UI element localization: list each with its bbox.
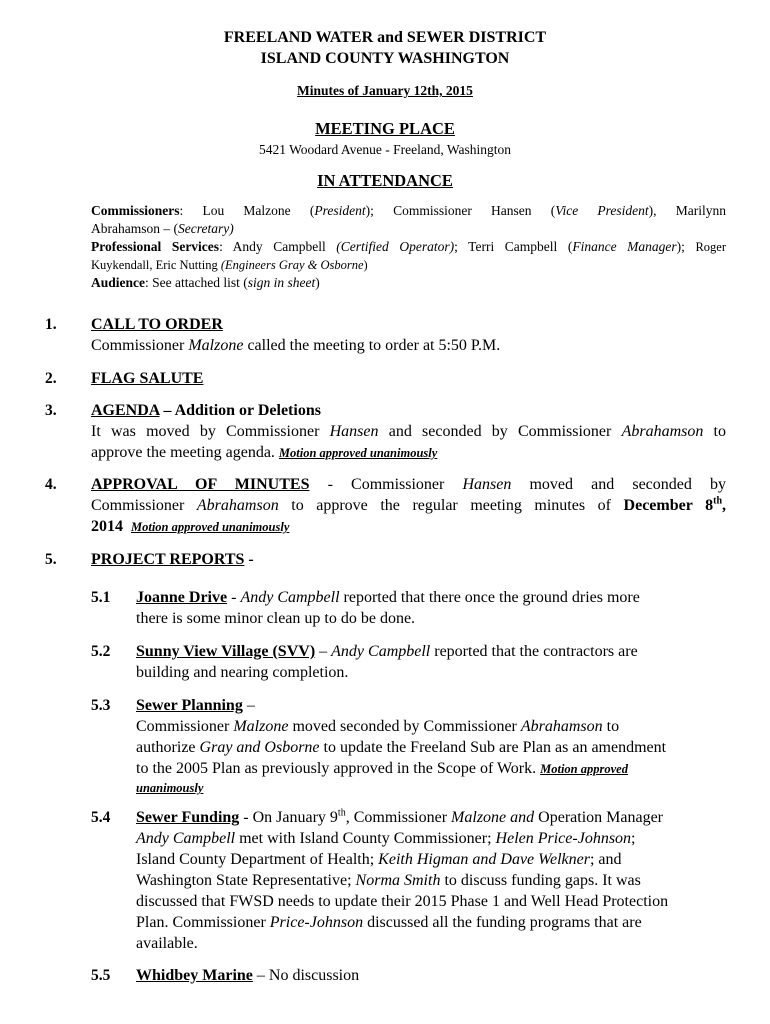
body-text: Plan. Commissioner [136, 914, 270, 931]
agenda-text-line-1 [91, 421, 726, 442]
body-text: – No discussion [252, 967, 360, 984]
district-title: FREELAND WATER and SEWER DISTRICT [223, 29, 547, 46]
body-text: ; [631, 830, 636, 847]
person-name: Hansen [329, 423, 379, 440]
agenda-subtitle: – Addition or Deletions [159, 402, 321, 419]
sunny-view-village-title: Sunny View Village (SVV) [136, 643, 316, 660]
sewer-funding-title: Sewer Funding [136, 809, 240, 826]
body-text: available. [136, 935, 198, 952]
body-text: to [703, 423, 727, 440]
body-text: reported that the contractors are [430, 643, 638, 660]
joanne-drive-line-1 [136, 587, 726, 608]
attendance-heading: IN ATTENDANCE [317, 171, 453, 190]
commissioner-role: Vice President [555, 203, 649, 218]
subitem-number-5-4: 5.4 [91, 809, 111, 826]
subitem-number-5-2: 5.2 [91, 643, 111, 660]
flag-salute-title: FLAG SALUTE [91, 370, 204, 387]
body-text: to discuss funding gaps. It was [440, 872, 641, 889]
call-to-order-text [91, 335, 726, 356]
meeting-address: 5421 Woodard Avenue - Freeland, Washington [258, 142, 512, 157]
joanne-drive-line-2 [136, 608, 726, 629]
person-name: Keith Higman and Dave Welkner [378, 851, 590, 868]
audience-line [91, 274, 726, 292]
subitem-number-5-5: 5.5 [91, 967, 111, 984]
body-text: - [244, 551, 254, 568]
agenda-text-line-2 [91, 442, 726, 464]
body-text: , Commissioner [345, 809, 452, 826]
professional-role: (Certified Operator) [336, 239, 455, 254]
sewer-funding-line-6 [136, 912, 726, 933]
body-text: moved seconded by Commissioner [288, 718, 521, 735]
sewer-funding-line-1 [136, 807, 726, 828]
sewer-funding-line-4 [136, 870, 726, 891]
body-text: Commissioner [136, 718, 234, 735]
body-text: ; and [589, 851, 622, 868]
body-text: to the 2005 Plan as previously approved in the Scope of Work. [136, 760, 541, 777]
whidbey-marine-line [136, 965, 726, 986]
agenda-heading [91, 400, 726, 421]
item-number-4: 4. [45, 476, 57, 493]
body-text: Operation Manager [534, 809, 663, 826]
date-superscript: th [337, 807, 346, 819]
body-text: building and nearing completion. [136, 664, 349, 681]
body-text: to update the Freeland Sub are Plan as an amendment [319, 739, 667, 756]
call-to-order-title: CALL TO ORDER [91, 316, 223, 333]
subitem-number-5-1: 5.1 [91, 589, 111, 606]
sewer-planning-title: Sewer Planning [136, 697, 243, 714]
person-name: Malzone [188, 337, 244, 354]
body-text: – [242, 697, 255, 714]
audience-note: sign in sheet [247, 275, 316, 290]
body-text: authorize [136, 739, 200, 756]
call-to-order-heading [91, 314, 726, 335]
body-text: and seconded by Commissioner [378, 423, 622, 440]
minutes-date-title: Minutes of January 12th, 2015 [297, 83, 473, 98]
person-name: Abrahamson [520, 718, 603, 735]
body-text: there is some minor clean up to do be done. [136, 610, 416, 627]
approval-of-minutes-title: APPROVAL OF MINUTES [91, 476, 310, 493]
body-text: Commissioner [91, 337, 189, 354]
sunny-view-line-2 [136, 662, 726, 683]
person-name: Gray and Osborne [199, 739, 320, 756]
commissioners-text: : Lou Malzone ( [179, 203, 315, 218]
body-text: Island County Department of Health; [136, 851, 379, 868]
agenda-title: AGENDA [91, 402, 160, 419]
professional-role: (Engineers Gray & Osborne [220, 258, 364, 272]
professional-services-line-1 [91, 238, 726, 256]
audience-text: ) [315, 275, 320, 290]
sewer-funding-line-2 [136, 828, 726, 849]
professional-services-label: Professional Services [91, 239, 220, 254]
date-superscript: th [713, 495, 723, 507]
body-text: It was moved by Commissioner [91, 423, 330, 440]
professional-text: ; Terri Campbell ( [454, 239, 573, 254]
audience-text: : See attached list ( [145, 275, 248, 290]
body-text: to [602, 718, 620, 735]
sewer-planning-line-5 [136, 777, 726, 799]
motion-result: Motion approved unanimously [131, 520, 290, 534]
sewer-planning-line-1 [136, 695, 726, 716]
body-text: - [227, 589, 241, 606]
professional-services-line-2 [91, 256, 726, 274]
body-text: , [722, 497, 727, 514]
spacer-text [123, 518, 131, 535]
subitem-number-5-3: 5.3 [91, 697, 111, 714]
approval-line-1 [91, 474, 726, 495]
person-name: Andy Campbell [240, 589, 340, 606]
body-text: called the meeting to order at 5:50 P.M. [243, 337, 501, 354]
item-number-3: 3. [45, 402, 57, 419]
motion-result: unanimously [136, 781, 204, 795]
body-text: – [315, 643, 332, 660]
person-name: Abrahamson [621, 423, 704, 440]
meeting-place-heading: MEETING PLACE [315, 119, 455, 138]
county-title: ISLAND COUNTY WASHINGTON [260, 50, 510, 67]
commissioners-line-2 [91, 220, 726, 238]
body-text: discussed all the funding programs that are [363, 914, 642, 931]
body-text: to approve the regular meeting minutes of [278, 497, 624, 514]
approval-line-2 [91, 495, 726, 516]
approval-line-3 [91, 516, 726, 538]
commissioners-line-1 [91, 202, 726, 220]
project-reports-title: PROJECT REPORTS [91, 551, 245, 568]
body-text: - On January 9 [239, 809, 338, 826]
body-text: Washington State Representative; [136, 872, 356, 889]
motion-result: Motion approved unanimously [278, 446, 438, 460]
person-name: Hansen [462, 476, 512, 493]
person-name: Norma Smith [355, 872, 441, 889]
professional-text: : Andy Campbell [219, 239, 337, 254]
sunny-view-line-1 [136, 641, 726, 662]
commissioners-text: ); Commissioner Hansen ( [365, 203, 556, 218]
person-name: Andy Campbell [331, 643, 431, 660]
audience-label: Audience [91, 275, 145, 290]
item-number-5: 5. [45, 551, 57, 568]
body-text: - Commissioner [309, 476, 463, 493]
person-name: Malzone and [451, 809, 535, 826]
motion-result: Motion approved [540, 762, 628, 776]
commissioners-text: Abrahamson – ( [91, 221, 178, 236]
person-name: Andy Campbell [136, 830, 236, 847]
body-text: discussed that FWSD needs to update their 2015 Phase 1 and Well Head Protection [136, 893, 669, 910]
person-name: Price-Johnson [269, 914, 364, 931]
sewer-funding-line-7 [136, 933, 726, 954]
sewer-planning-line-2 [136, 716, 726, 737]
professional-text: ); [676, 239, 696, 254]
body-text: moved and seconded by [511, 476, 726, 493]
sewer-planning-line-3 [136, 737, 726, 758]
person-name: Malzone [233, 718, 289, 735]
person-name: Helen Price-Johnson [495, 830, 632, 847]
minutes-year: 2014 [91, 518, 123, 535]
item-number-1: 1. [45, 316, 57, 333]
person-name: Abrahamson [196, 497, 279, 514]
item-number-2: 2. [45, 370, 57, 387]
body-text: Commissioner [91, 497, 197, 514]
professional-text: Roger [695, 240, 727, 254]
sewer-funding-line-5 [136, 891, 726, 912]
commissioner-role: Secretary) [177, 221, 234, 236]
professional-text: ) [363, 258, 368, 272]
professional-text: Kuykendall, Eric Nutting [91, 258, 221, 272]
commissioners-label: Commissioners [91, 203, 180, 218]
sewer-funding-line-3 [136, 849, 726, 870]
commissioners-text: ), Marilynn [648, 203, 726, 218]
joanne-drive-title: Joanne Drive [136, 589, 228, 606]
flag-salute-heading [91, 368, 726, 389]
whidbey-marine-title: Whidbey Marine [136, 967, 253, 984]
body-text: approve the meeting agenda. [91, 444, 279, 461]
body-text: reported that there once the ground dries more [339, 589, 640, 606]
professional-role: Finance Manager [572, 239, 677, 254]
minutes-date: December 8 [623, 497, 714, 514]
body-text: met with Island County Commissioner; [235, 830, 496, 847]
project-reports-heading [91, 549, 726, 570]
commissioner-role: President [314, 203, 366, 218]
